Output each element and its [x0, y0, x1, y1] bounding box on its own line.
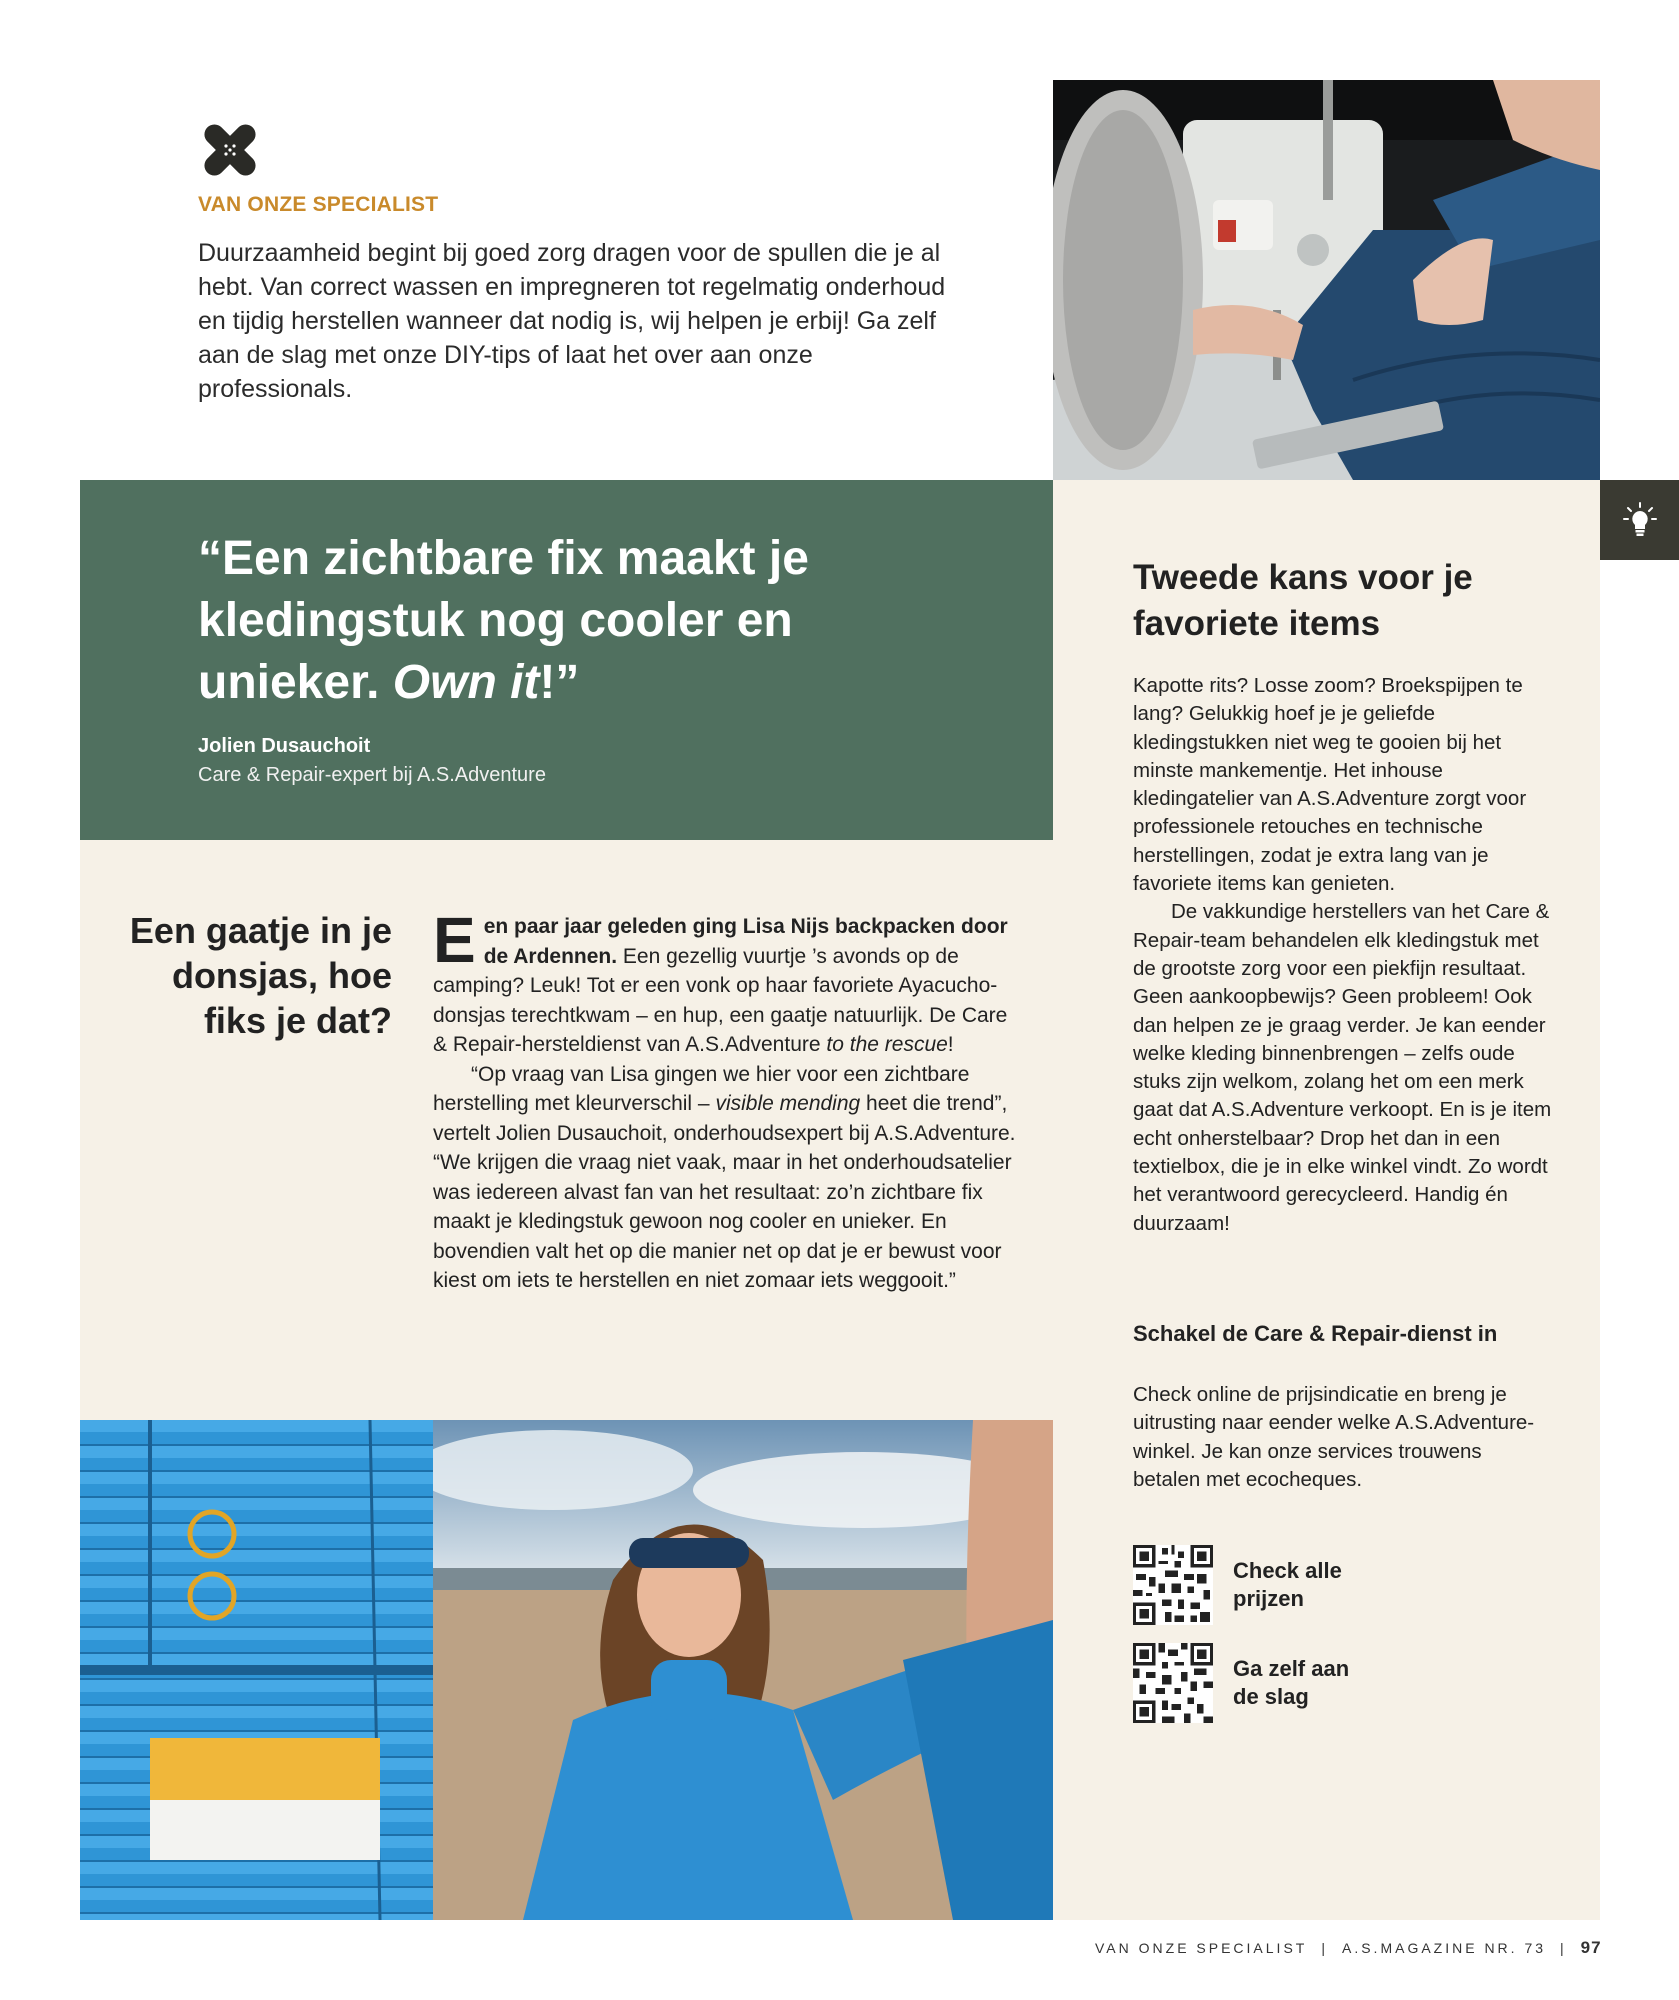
- jacket-repair-photo: [80, 1420, 433, 1920]
- beach-selfie-photo: [433, 1420, 1053, 1920]
- qr-row-diy[interactable]: [1133, 1643, 1553, 1723]
- footer-magazine: A.S.MAGAZINE NR. 73: [1341, 1940, 1547, 1956]
- article-p1-end: !: [947, 1033, 954, 1056]
- pull-quote: [198, 528, 978, 714]
- quote-text-italic: Own it: [392, 656, 540, 709]
- drop-cap: E: [433, 904, 476, 976]
- section-kicker: VAN ONZE SPECIALIST: [198, 193, 439, 216]
- sidebar-subheading: Schakel de Care & Repair-dienst in: [1133, 1321, 1498, 1346]
- page-footer: [1095, 1938, 1602, 1958]
- quote-author: Jolien Dusauchoit: [198, 735, 371, 757]
- bandage-logo-icon: [198, 118, 262, 182]
- sidebar-title: Tweede kans voor je favoriete items: [1133, 558, 1473, 643]
- tip-tab: [1600, 480, 1679, 560]
- article-lead: en paar jaar geleden ging Lisa Nijs backpacken door de Ardennen.: [483, 915, 1008, 968]
- article-p2-text-a: “Op vraag van Lisa gingen we hier voor een zichtbare herstelling met kleurverschil –: [433, 1062, 970, 1115]
- qr-label-prices[interactable]: Check alle prijzen: [1233, 1558, 1342, 1611]
- footer-section: VAN ONZE SPECIALIST: [1095, 1940, 1308, 1956]
- lightbulb-icon: [1620, 500, 1660, 540]
- footer-separator: |: [1321, 1940, 1328, 1956]
- article-p2-text-b: heet die trend”, vertelt Jolien Dusauchoit, onderhoudsexpert bij A.S.Adventure. “We krijgen die vraag niet vaak, maar in het onderhoudsatelier was iedereen alvast fan van het resultaat: zo’n zichtbare fix maakt je kledingstuk gewoon nog cooler en unieker. En bovendien valt het op die manier net op dat je er bewust voor kiest om iets te herstellen en niet zomaar iets weggooit.”: [433, 1092, 1016, 1292]
- article-paragraph-2: [433, 1060, 1023, 1296]
- sidebar-paragraph-2: De vakkundige herstellers van het Care & Repair-team behandelen elk kledingstuk met de grootste zorg voor een piekfijn resultaat. Geen aankoopbewijs? Geen probleem! Ook dan helpen ze je graag verder. Je kan eender welke kleding binnenbrengen – zelfs oude stuks zijn welkom, zolang het om een merk gaat dat A.S.Adventure verkoopt. En is je item echt onherstelbaar? Drop het dan in een textielbox, die je in elke winkel vindt. Zo wordt het verantwoord gerecycleerd. Handig én duurzaam!: [1133, 900, 1552, 1235]
- article-paragraph-1: [433, 904, 1023, 1060]
- quote-text-2: !”: [539, 656, 580, 709]
- qr-code-icon[interactable]: [1133, 1643, 1213, 1723]
- article-body: [433, 904, 1023, 1296]
- sidebar-paragraph-3: Check online de prijsindicatie en breng je uitrusting naar eender welke A.S.Adventure-winkel. Je kan onze services trouwens betalen met ecocheques.: [1133, 1383, 1535, 1491]
- qr-label-diy[interactable]: Ga zelf aan de slag: [1233, 1656, 1350, 1709]
- qr-row-prices[interactable]: [1133, 1545, 1553, 1625]
- article-p1-italic: to the rescue: [826, 1033, 948, 1056]
- page-number: 97: [1580, 1938, 1602, 1957]
- sewing-machine-photo: [1053, 80, 1600, 480]
- sidebar-body: [1133, 672, 1553, 1238]
- quote-author-role: Care & Repair-expert bij A.S.Adventure: [198, 764, 546, 786]
- qr-code-icon[interactable]: [1133, 1545, 1213, 1625]
- intro-text: Duurzaamheid begint bij goed zorg dragen voor de spullen die je al hebt. Van correct wassen en impregneren tot regelmatig onderhoud en tijdig herstellen wanneer dat nodig is, wij helpen je erbij! Ga zelf aan de slag met onze DIY-tips of laat het over aan onze professionals.: [198, 239, 946, 403]
- article-p1-text: Een gezellig vuurtje ’s avonds op de camping? Leuk! Tot er een vonk op haar favoriete Ayacucho-donsjas terechtkwam – en hup, een gaatje natuurlijk. De Care & Repair-hersteldienst van A.S.Adventure: [433, 944, 1008, 1056]
- quote-text-1: “Een zichtbare fix maakt je kledingstuk nog cooler en unieker.: [198, 532, 809, 709]
- sidebar-paragraph-1: Kapotte rits? Losse zoom? Broekspijpen te lang? Gelukkig hoef je je geliefde kledingstukken niet weg te gooien bij het minste mankementje. Het inhouse kledingatelier van A.S.Adventure zorgt voor professionele retouches en technische herstellingen, zodat je extra lang van je favoriete items kan genieten.: [1133, 674, 1527, 896]
- article-headline: Een gaatje in je donsjas, hoe fiks je dat?: [129, 910, 392, 1041]
- footer-separator: |: [1560, 1940, 1567, 1956]
- article-p2-italic: visible mending: [715, 1092, 861, 1115]
